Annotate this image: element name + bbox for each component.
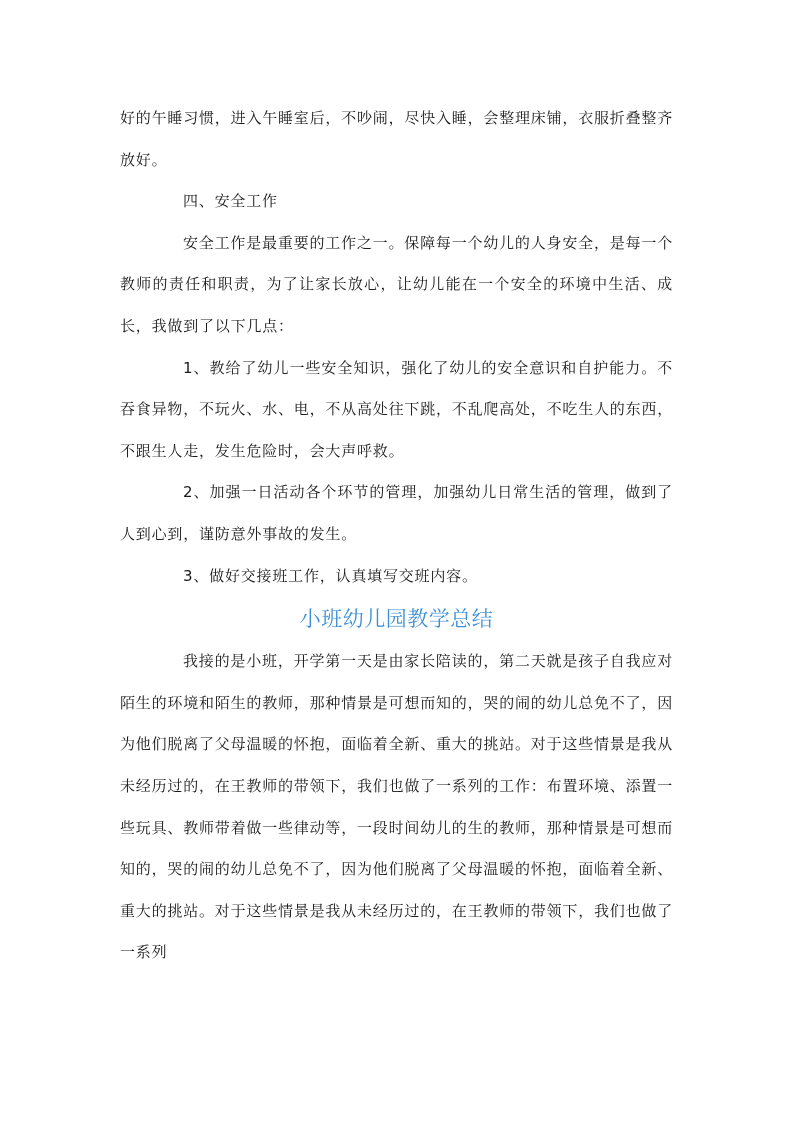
paragraph-2: 安全工作是最重要的工作之一。保障每一个幼儿的人身安全，是每一个教师的责任和职责，为了让家长放心，让幼儿能在一个安全的环境中生活、成长，我做到了以下几点： <box>120 233 673 335</box>
section-title: 小班幼儿园教学总结 <box>299 607 494 632</box>
paragraph-5: 3、做好交接班工作，认真填写交班内容。 <box>183 566 478 585</box>
section-heading-safety: 四、安全工作 <box>183 192 278 211</box>
paragraph-4: 2、加强一日活动各个环节的管理，加强幼儿日常生活的管理，做到了人到心到，谨防意外事故的发生。 <box>120 483 673 543</box>
document-body <box>120 98 673 974</box>
paragraph-6: 我接的是小班，开学第一天是由家长陪读的，第二天就是孩子自我应对陌生的环境和陌生的教师，那种情景是可想而知的，哭的闹的幼儿总免不了，因为他们脱离了父母温暖的怀抱，面临着全新、重大的挑站。对于这些情景是我从未经历过的，在王教师的带领下，我们也做了一系列的工作：布置环境、添置一些玩具、教师带着做一些律动等，一段时间幼儿的生的教师，那种情景是可想而知的，哭的闹的幼儿总免不了，因为他们脱离了父母温暖的怀抱，面临着全新、重大的挑站。对于这些情景是我从未经历过的，在王教师的带领下，我们也做了一系列 <box>120 652 674 962</box>
paragraph-0: 好的午睡习惯，进入午睡室后，不吵闹，尽快入睡，会整理床铺，衣服折叠整齐放好。 <box>120 109 674 169</box>
paragraph-3: 1、教给了幼儿一些安全知识，强化了幼儿的安全意识和自护能力。不吞食异物，不玩火、水、电，不从高处往下跳，不乱爬高处，不吃生人的东西，不跟生人走，发生危险时，会大声呼救。 <box>120 358 674 460</box>
